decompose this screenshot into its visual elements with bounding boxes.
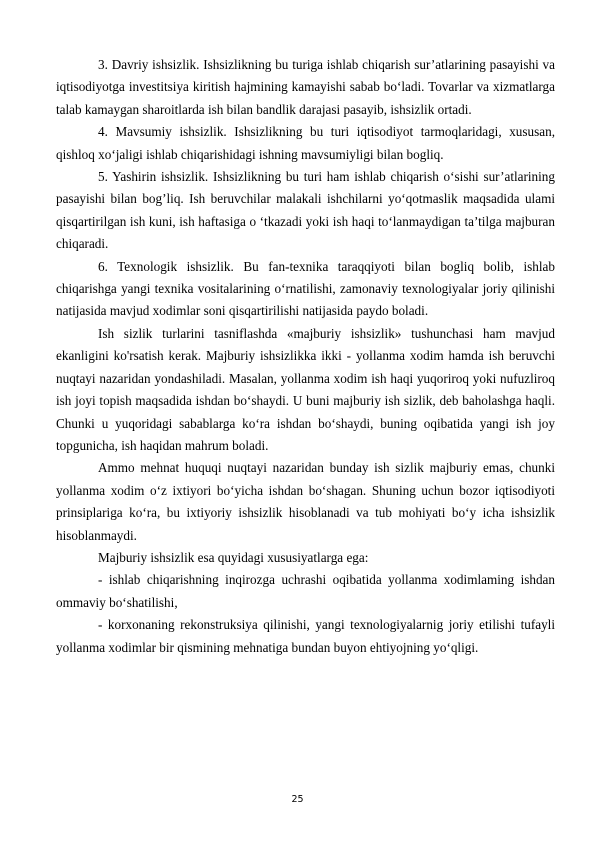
paragraph-cyclical-unemployment: 3. Davriy ishsizlik. Ishsizlikning bu turiga ishlab chiqarish sur’atlarining pasayishi va iqtisodiyotga investitsiya kiritish hajmining kamayishi sabab bo‘ladi. Tovarlar va xizmatlarga talab kamaygan sharoitlarda ish bilan bandlik darajasi pasayib, ishsizlik ortadi. <box>56 57 555 117</box>
paragraph-labor-law-view: Ammo mehnat huquqi nuqtayi nazaridan bunday ish sizlik majburiy emas, chunki yollanma xodim o‘z ixtiyori bo‘yicha ishdan bo‘shagan. Shuning uchun bozor iqtisodiyoti prinsiplariga ko‘ra, bu ixtiyoriy ishsizlik hisoblanadi va tub mohiyati bo‘y icha ishsizlik hisoblanmaydi. <box>56 460 555 543</box>
paragraph-features-intro: Majburiy ishsizlik esa quyidagi xususiyatlarga ega: <box>98 549 369 565</box>
list-item-reconstruction: - korxonaning rekonstruksiya qilinishi, yangi texnologiyalarnig joriy etilishi tufayli yollanma xodimlar bir qismining mehnatiga bundan buyon ehtiyojning yo‘qligi. <box>56 617 555 655</box>
paragraph-technological-unemployment: 6. Texnologik ishsizlik. Bu fan-texnika taraqqiyoti bilan bogliq bolib, ishlab chiqarishga yangi texnika vositalarining o‘rnatilishi, zamonaviy texnologiyalar joriy qilinishi natijasida mavjud xodimlar soni qisqartirilishi natijasida paydo boladi. <box>56 258 555 319</box>
paragraph-seasonal-unemployment: 4. Mavsumiy ishsizlik. Ishsizlikning bu turi iqtisodiyot tarmoqlaridagi, xususan, qishloq xo‘jaligi ishlab chiqarishidagi ishning mavsumiyligi bilan bogliq. <box>56 124 555 162</box>
page-number: 25 <box>291 794 304 805</box>
paragraph-hidden-unemployment: 5. Yashirin ishsizlik. Ishsizlikning bu turi ham ishlab chiqarish o‘sishi sur’atlarining pasayishi bilan bog’liq. Ish beruvchilar malakali ishchilarni yo‘qotmaslik maqsadida ulami qisqartirilgan ish kuni, ish haftasiga o ‘tkazadi yoki ish haqi to‘lanmaydigan ta’tilga majburan chiqaradi. <box>56 169 555 252</box>
paragraph-forced-unemployment: Ish sizlik turlarini tasniflashda «majburiy ishsizlik» tushunchasi ham mavjud ekanligini ko'rsatish kerak. Majburiy ishsizlikka ikki - yollanma xodim hamda ish beruvchi nuqtayi nazaridan yondashiladi. Masalan, yollanma xodim ish haqi yuqoriroq yoki nufuzliroq ish joyi topish maqsadida ishdan bo‘shaydi. U buni majburiy ish sizlik, deb baholashga haqli. Chunki u yuqoridagi sabablarga ko‘ra ishdan bo‘shaydi, buning oqibatida yangi ish joy topgunicha, ish haqidan mahrum boladi. <box>56 325 555 453</box>
list-item-crisis-layoffs: - ishlab chiqarishning inqirozga uchrashi oqibatida yollanma xodimlaming ishdan ommaviy bo‘shatilishi, <box>56 572 555 610</box>
document-body <box>56 54 555 659</box>
